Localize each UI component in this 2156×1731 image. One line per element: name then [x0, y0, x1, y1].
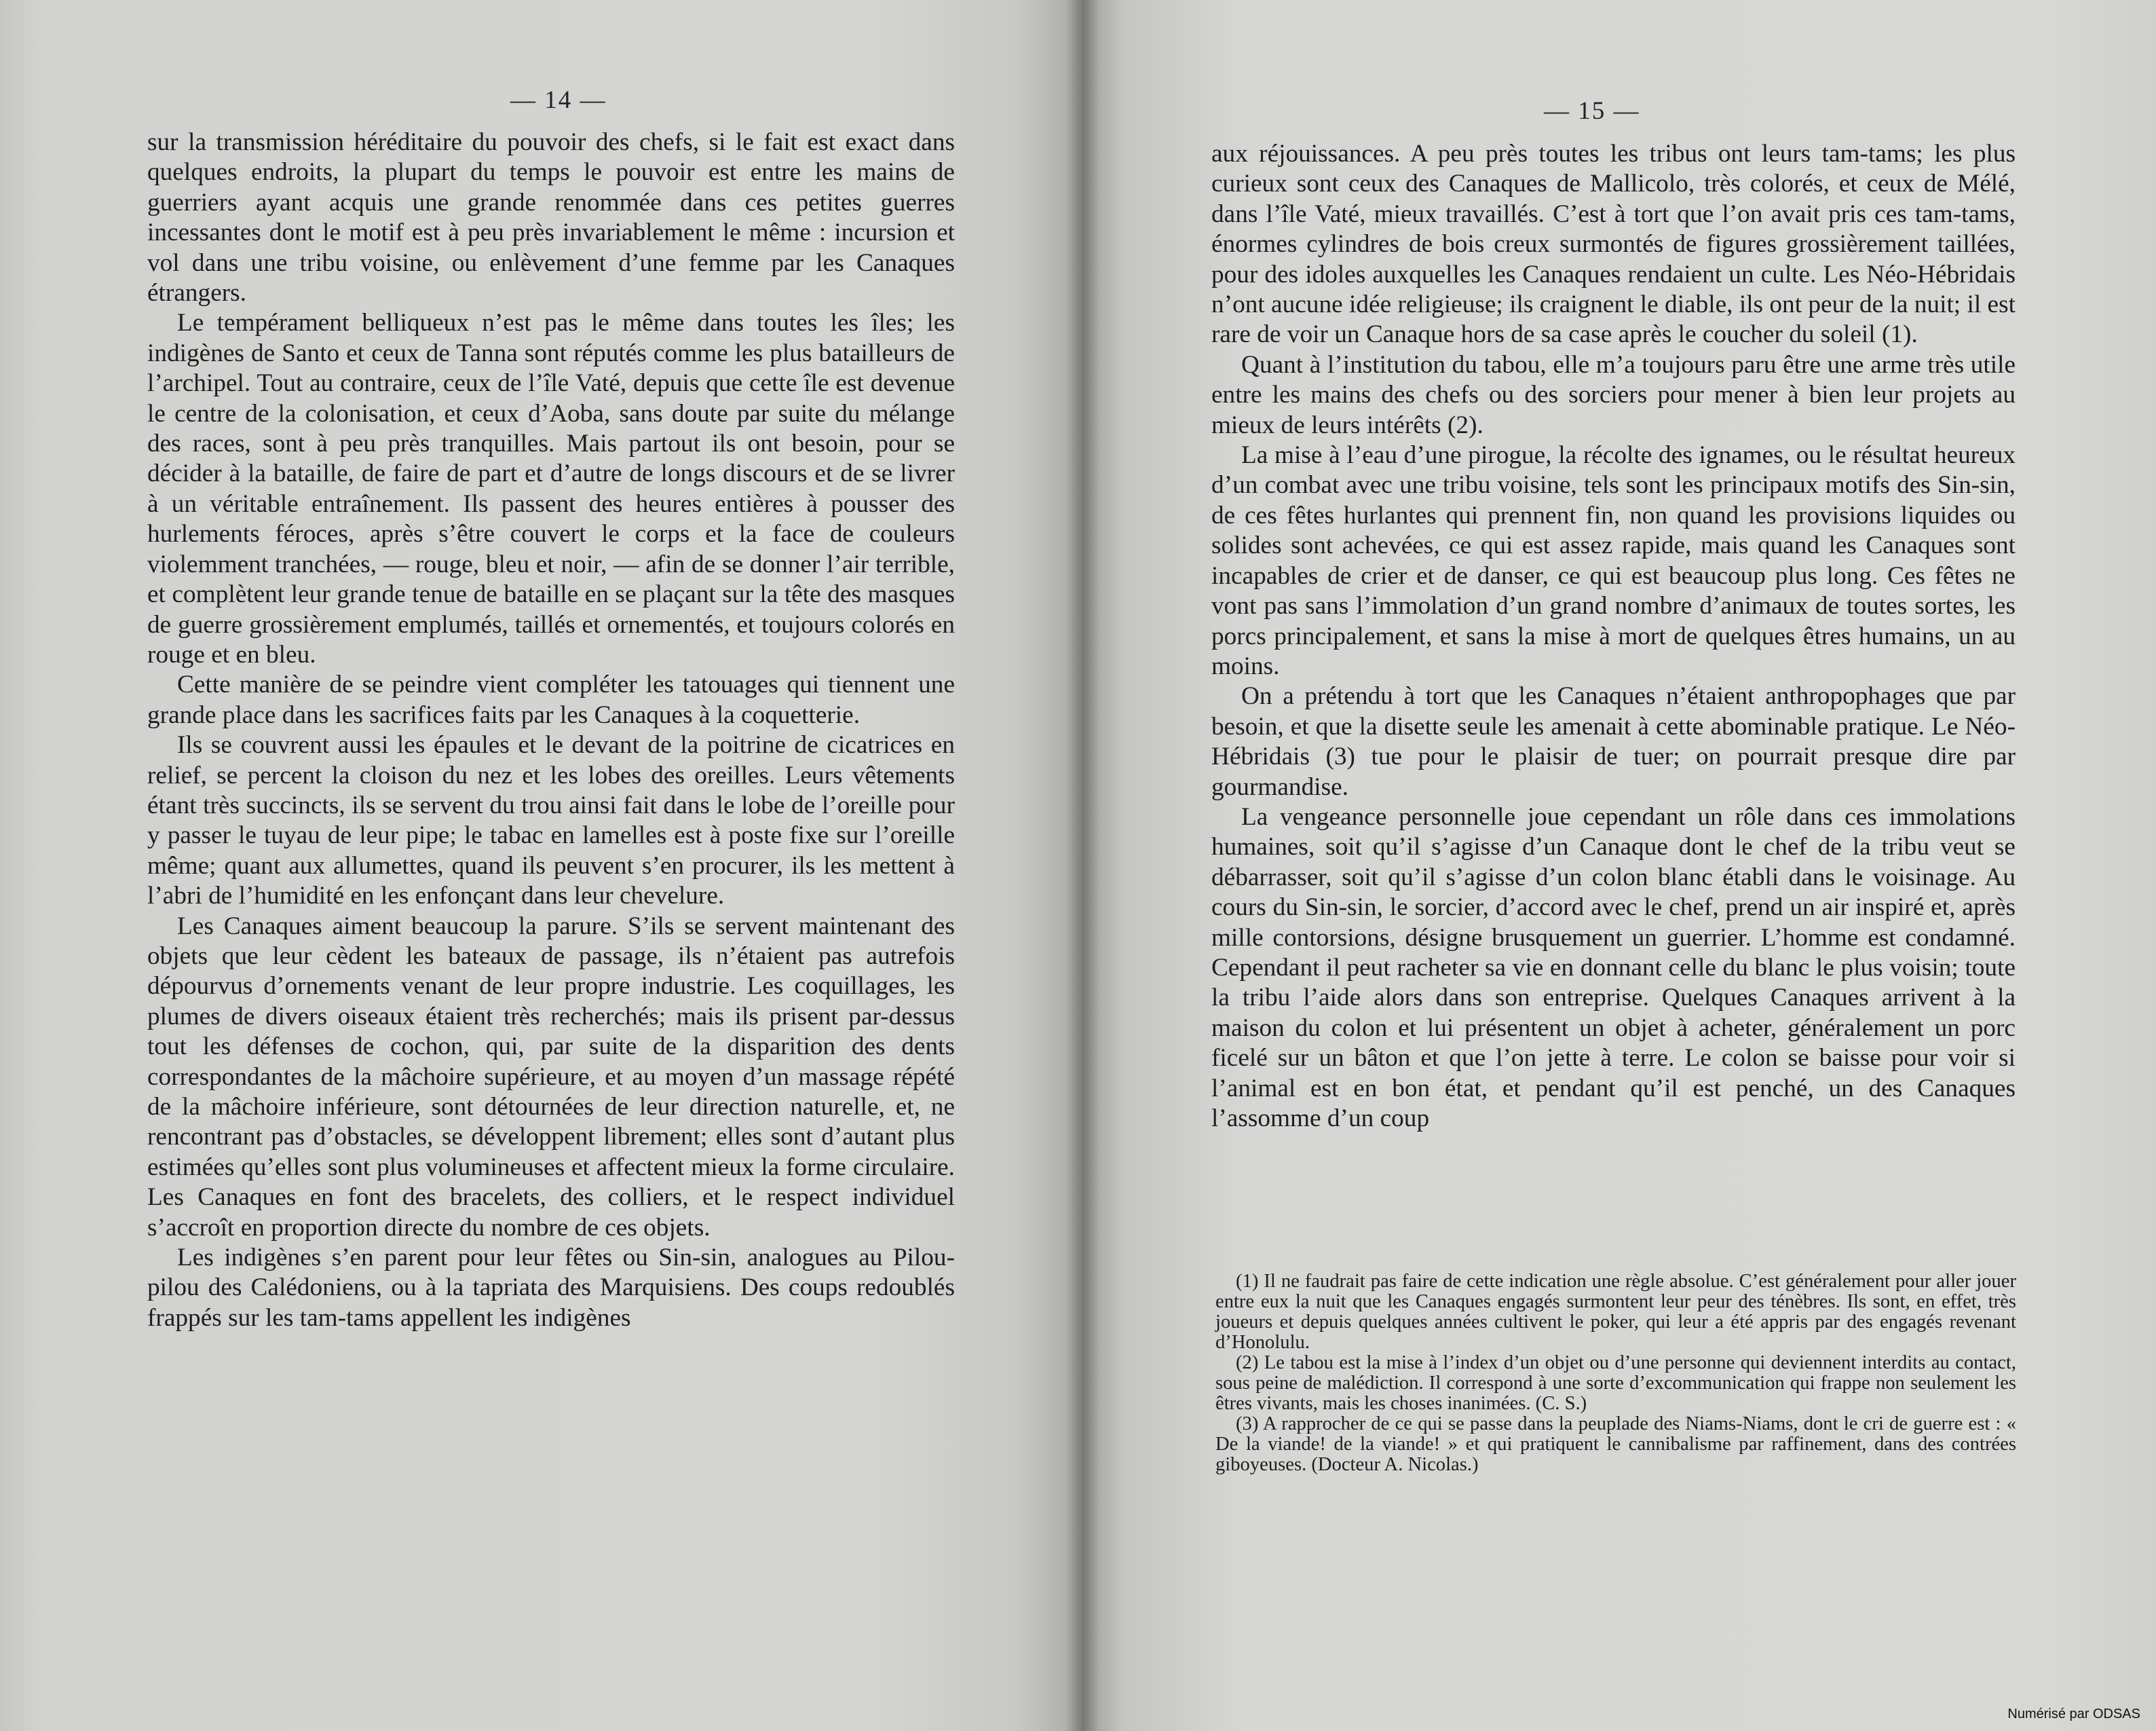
page-number: — 15 —: [1544, 97, 1640, 125]
digitization-credit: Numérisé par ODSAS: [2007, 1707, 2140, 1721]
paragraph: La mise à l’eau d’une pirogue, la récolte des ignames, ou le résultat heureux d’un combat avec une tribu voisine, tels sont les principaux motifs des Sin-sin, de ces fêtes hurlantes qui prennent fin, non quand les provisions liquides ou solides sont achevées, ce qui est assez rapide, mais quand les Canaques sont incapables de crier et de danser, ce qui est beaucoup plus long. Ces fêtes ne vont pas sans l’immolation d’un grand nombre d’animaux de toutes sortes, les porcs principalement, et sans la mise à mort de quelques êtres humains, un au moins.: [1211, 441, 2016, 680]
paragraph: sur la transmission héréditaire du pouvoir des chefs, si le fait est exact dans quelques endroits, la plupart du temps le pouvoir est entre les mains de guerriers ayant acquis une grande renommée dans ces petites guerres incessantes dont le motif est à peu près invariablement le même : incursion et vol dans une tribu voisine, ou enlèvement d’une femme par les Canaques étrangers.: [147, 128, 955, 308]
footnote: (2) Le tabou est la mise à l’index d’un objet ou d’une personne qui deviennent interdits au contact, sous peine de malédiction. Il correspond à une sorte d’excommunication qui frappe non seulement les êtres vivants, mais les choses inanimées. (C. S.): [1215, 1352, 2016, 1414]
page-body: [147, 128, 955, 1333]
paragraph: On a prétendu à tort que les Canaques n’étaient anthropophages que par besoin, et que la disette seule les amenait à cette abominable pratique. Le Néo-Hébridais (3) tue pour le plaisir de tuer; on pourrait presque dire par gourmandise.: [1211, 682, 2016, 801]
book-gutter: [1065, 0, 1099, 1731]
paragraph: Cette manière de se peindre vient compléter les tatouages qui tiennent une grande place dans les sacrifices faits par les Canaques à la coquetterie.: [147, 671, 955, 729]
paragraph: Quant à l’institution du tabou, elle m’a toujours paru être une arme très utile entre les mains des chefs ou des sorciers pour mener à bien leur projets au mieux de leurs intérêts (2).: [1211, 350, 2016, 439]
paragraph: Ils se couvrent aussi les épaules et le devant de la poitrine de cicatrices en relief, se percent la cloison du nez et les lobes des oreilles. Leurs vêtements étant très succincts, ils se servent du trou ainsi fait dans le lobe de l’oreille pour y passer le tuyau de leur pipe; le tabac en lamelles est à poste fixe sur l’oreille même; quant aux allumettes, quand ils peuvent s’en procurer, ils les mettent à l’abri de l’humidité en les enfonçant dans leur chevelure.: [147, 731, 955, 910]
paragraph: Le tempérament belliqueux n’est pas le même dans toutes les îles; les indigènes de Santo et ceux de Tanna sont réputés comme les plus batailleurs de l’archipel. Tout au contraire, ceux de l’île Vaté, depuis que cette île est devenue le centre de la colonisation, et ceux d’Aoba, sans doute par suite du mélange des races, sont à peu près tranquilles. Mais partout ils ont besoin, pour se décider à la bataille, de faire de part et d’autre de longs discours et de se livrer à un véritable entraînement. Ils passent des heures entières à pousser des hurlements féroces, après s’être couvert le corps et la face de couleurs violemment tranchées, — rouge, bleu et noir, — afin de se donner l’air terrible, et complètent leur grande tenue de bataille en se plaçant sur la tête des masques de guerre grossièrement emplumés, taillés et ornementés, et toujours colorés en rouge et en bleu.: [147, 309, 955, 669]
footnote: (1) Il ne faudrait pas faire de cette indication une règle absolue. C’est généralement pour aller jouer entre eux la nuit que les Canaques engagés surmontent leur peur des ténèbres. Ils sont, en effet, très joueurs et depuis quelques années cultivent le poker, qui leur a été appris par des engagés revenant d’Honolulu.: [1215, 1271, 2016, 1353]
footnote: (3) A rapprocher de ce qui se passe dans la peuplade des Niams-Niams, dont le cri de guerre est : « De la viande! de la viande! » et qui pratiquent le cannibalisme par raffinement, dans des contrées giboyeuses. (Docteur A. Nicolas.): [1215, 1413, 2016, 1475]
paragraph: La vengeance personnelle joue cependant un rôle dans ces immolations humaines, soit qu’il s’agisse d’un Canaque dont le chef de la tribu veut se débarrasser, soit qu’il s’agisse d’un colon blanc établi dans le voisinage. Au cours du Sin-sin, le sorcier, d’accord avec le chef, prend un air inspiré et, après mille contorsions, désigne brusquement un guerrier. L’homme est condamné. Cependant il peut racheter sa vie en donnant celle du blanc le plus voisin; toute la tribu l’aide alors dans son entreprise. Quelques Canaques arrivent à la maison du colon et lui présentent un objet à acheter, généralement un porc ficelé sur un bâton et que l’on jette à terre. Le colon se baisse pour voir si l’animal est en bon état, et pendant qu’il est penché, un des Canaques l’assomme d’un coup: [1211, 802, 2016, 1132]
paragraph: Les indigènes s’en parent pour leur fêtes ou Sin-sin, analogues au Pilou-pilou des Calédoniens, ou à la tapriata des Marquisiens. Des coups redoublés frappés sur les tam-tams appellent les indigènes: [147, 1244, 955, 1332]
page-number: — 14 —: [510, 86, 607, 114]
footnotes: [1215, 1271, 2016, 1475]
right-page: [1082, 0, 2156, 1731]
paragraph: aux réjouissances. A peu près toutes les tribus ont leurs tam-tams; les plus curieux sont ceux des Canaques de Mallicolo, très colorés, et ceux de Mélé, dans l’île Vaté, mieux travaillés. C’est à tort que l’on avait pris ces tam-tams, énormes cylindres de bois creux surmontés de figures grossièrement taillées, pour des idoles auxquelles les Canaques rendaient un culte. Les Néo-Hébridais n’ont aucune idée religieuse; ils craignent le diable, ils ont peur de la nuit; il est rare de voir un Canaque hors de sa case après le coucher du soleil (1).: [1211, 140, 2016, 349]
paragraph: Les Canaques aiment beaucoup la parure. S’ils se servent maintenant des objets que leur cèdent les bateaux de passage, ils n’étaient pas autrefois dépourvus d’ornements venant de leur propre industrie. Les coquillages, les plumes de divers oiseaux étaient très recherchés; mais ils prisent par-dessus tout les défenses de cochon, qui, par suite de la disparition des dents correspondantes de la mâchoire supérieure, et au moyen d’un massage répété de la mâchoire inférieure, sont détournées de leur direction naturelle, et, ne rencontrant pas d’obstacles, se développent librement; elles sont d’autant plus estimées qu’elles sont plus volumineuses et affectent mieux la forme circulaire. Les Canaques en font des bracelets, des colliers, et le respect individuel s’accroît en proportion directe du nombre de ces objets.: [147, 912, 955, 1242]
page-body: [1211, 139, 2016, 1134]
